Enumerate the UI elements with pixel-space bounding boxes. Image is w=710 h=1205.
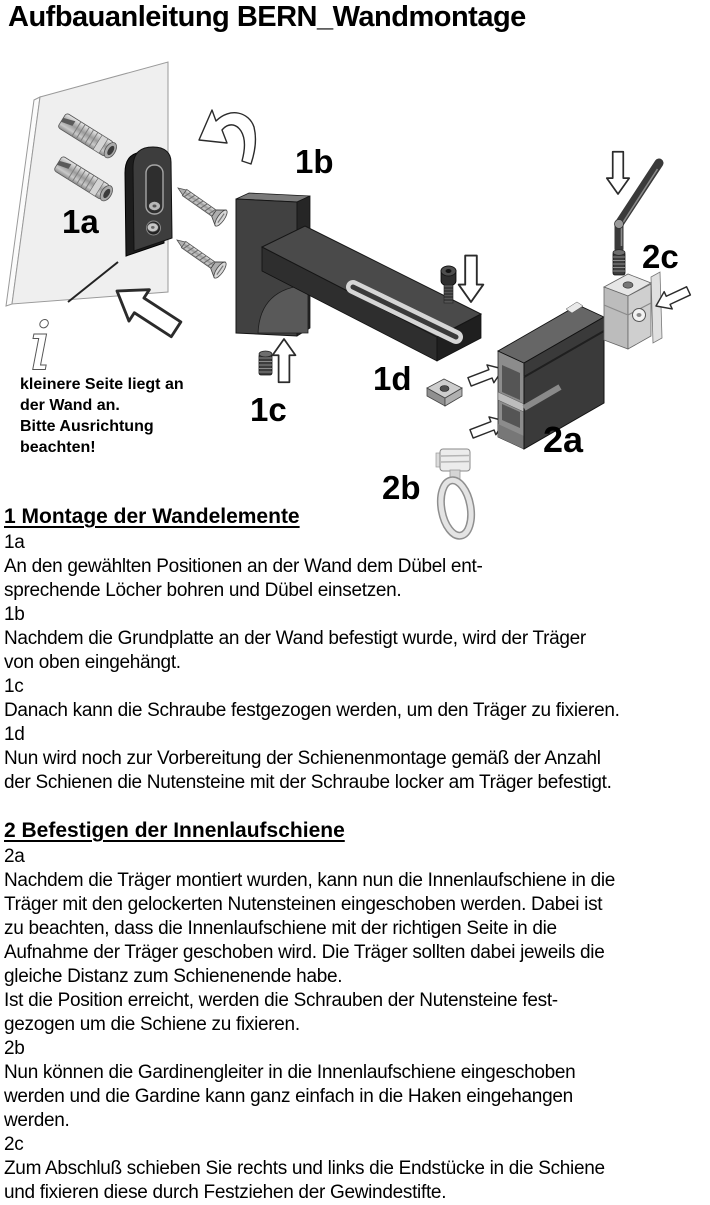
note-line: der Wand an. [20,397,120,414]
note-line: beachten! [20,439,96,456]
instruction-line: Ist die Position erreicht, werden die Schrauben der Nutensteine fest- [4,990,558,1011]
up-arrow-icon [273,339,296,382]
page-title: Aufbauanleitung BERN_Wandmontage [8,1,526,33]
section-heading: 1 Montage der Wandelemente [4,505,300,528]
part-label-1b: 1b [295,143,334,180]
assembly-diagram [0,0,710,550]
instruction-line: An den gewählten Positionen an der Wand dem Dübel ent- [4,556,483,577]
instruction-line: Träger mit den gelockerten Nutensteinen eingeschoben werden. Dabei ist [4,894,603,915]
slot-nut-graphic [427,379,462,406]
end-cap-graphic [604,272,662,349]
set-screw-graphic [259,351,272,375]
instruction-line: gleiche Distanz zum Schienenende habe. [4,966,343,987]
step-id: 1d [4,724,25,745]
step-id: 1b [4,604,25,625]
note-line: kleinere Seite liegt an [20,376,184,393]
base-plate-graphic [125,147,172,256]
instruction-line: und fixieren diese durch Festziehen der Gewindestifte. [4,1182,447,1203]
down-arrow-icon [459,256,484,302]
screw-graphic [173,180,230,228]
part-label-1d: 1d [373,360,412,397]
down-arrow-icon [607,152,629,194]
instructions [4,503,710,1205]
part-label-1a: 1a [62,203,99,240]
section-heading: 2 Befestigen der Innenlaufschiene [4,819,345,842]
instruction-line: Zum Abschluß schieben Sie rechts und links die Endstücke in die Schiene [4,1158,605,1179]
curved-arrow-icon [199,110,255,164]
step-id: 1a [4,532,25,553]
part-label-2c: 2c [642,238,679,275]
step-id: 2b [4,1038,25,1059]
instruction-line: sprechende Löcher bohren und Dübel einsetzen. [4,580,402,601]
part-label-2b: 2b [382,469,421,506]
part-label-1c: 1c [250,391,287,428]
note-line: Bitte Ausrichtung [20,418,154,435]
instruction-line: von oben eingehängt. [4,652,181,673]
step-id: 2a [4,846,25,867]
instruction-line: Aufnahme der Träger geschoben wird. Die Träger sollten dabei jeweils die [4,942,605,963]
screw-graphic [172,232,229,280]
instruction-line: gezogen um die Schiene zu fixieren. [4,1014,300,1035]
part-label-2a: 2a [543,419,584,460]
instruction-line: der Schienen die Nutensteine mit der Schraube locker am Träger befestigt. [4,772,612,793]
instruction-line: Danach kann die Schraube festgezogen werden, um den Träger zu fixieren. [4,700,620,721]
step-id: 2c [4,1134,24,1155]
instruction-line: zu beachten, dass die Innenlaufschiene mit der richtigen Seite in die [4,918,557,939]
step-id: 1c [4,676,24,697]
instruction-line: werden. [4,1110,70,1131]
info-icon: i [30,308,52,385]
grub-screw-graphic [613,250,625,275]
orientation-note [20,374,184,458]
instruction-line: Nachdem die Träger montiert wurden, kann nun die Innenlaufschiene in die [4,870,616,891]
instruction-line: Nun können die Gardinengleiter in die Innenlaufschiene eingeschoben [4,1062,576,1083]
instruction-line: Nachdem die Grundplatte an der Wand befestigt wurde, wird der Träger [4,628,586,649]
instruction-line: Nun wird noch zur Vorbereitung der Schienenmontage gemäß der Anzahl [4,748,601,769]
instruction-line: werden und die Gardine kann ganz einfach in die Haken eingehangen [4,1086,573,1107]
